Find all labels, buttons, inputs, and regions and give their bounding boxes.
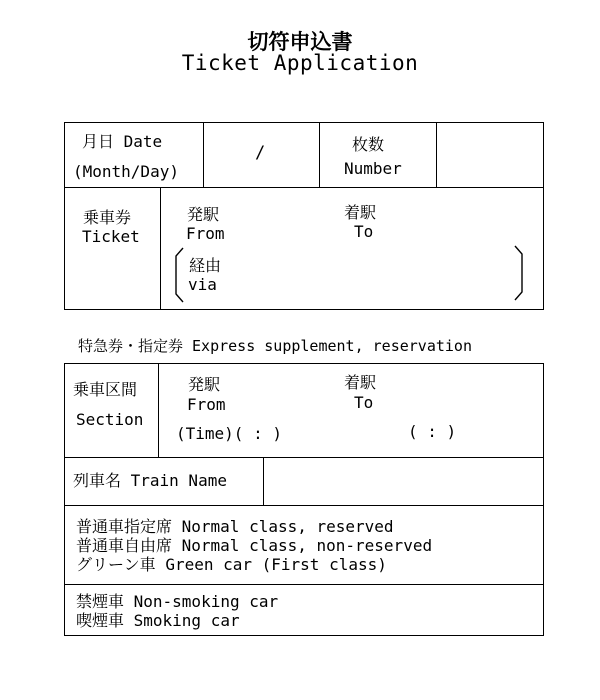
train-name-label: 列車名 Train Name (73, 471, 227, 490)
number-cell-divider (436, 122, 437, 188)
date-label: 月日 Date (82, 132, 163, 151)
ticket-to-label-jp: 着駅 (344, 203, 377, 222)
form-title-japanese: 切符申込書 (247, 30, 353, 54)
section-label-jp: 乗車区間 (73, 380, 138, 399)
train-name-divider (263, 457, 264, 506)
section-label-divider (158, 363, 159, 458)
ticket-label-en: Ticket (82, 227, 140, 246)
via-label-en[interactable]: via (188, 275, 217, 294)
via-right-bracket (512, 244, 528, 302)
express-from-label-en[interactable]: From (187, 395, 226, 414)
via-label-jp: 経由 (189, 256, 222, 275)
smoking-option-non-smoking[interactable]: 禁煙車 Non-smoking car (76, 592, 279, 611)
ticket-to-label-en[interactable]: To (354, 222, 374, 241)
express-to-label-en[interactable]: To (354, 393, 374, 412)
date-cell-divider (203, 122, 204, 188)
train-name-row-divider (64, 505, 544, 506)
number-label-en: Number (344, 159, 402, 178)
class-option-normal-reserved[interactable]: 普通車指定席 Normal class, reserved (76, 517, 394, 536)
smoking-option-smoking[interactable]: 喫煙車 Smoking car (76, 611, 240, 630)
ticket-from-label-jp: 発駅 (187, 205, 220, 224)
train-name-input[interactable] (265, 459, 542, 504)
number-label-jp: 枚数 (352, 135, 385, 154)
express-from-label-jp: 発駅 (188, 375, 221, 394)
express-to-label-jp: 着駅 (344, 373, 377, 392)
class-row-divider (64, 584, 544, 585)
ticket-label-jp: 乗車券 (83, 208, 132, 227)
date-input[interactable]: / (255, 143, 266, 163)
section-row-divider (64, 457, 544, 458)
via-left-bracket (170, 246, 186, 304)
ticket-from-label-en[interactable]: From (186, 224, 225, 243)
date-label-sub: (Month/Day) (73, 162, 179, 181)
section-label-en: Section (76, 410, 144, 429)
express-caption: 特急券・指定券 Express supplement, reservation (78, 337, 472, 355)
class-option-normal-non-reserved[interactable]: 普通車自由席 Normal class, non-reserved (76, 536, 433, 555)
arrival-time-field[interactable]: ( : ) (408, 422, 457, 441)
class-option-green-car[interactable]: グリーン車 Green car (First class) (76, 555, 387, 574)
ticket-label-divider (160, 187, 161, 310)
form-title-english: Ticket Application (181, 51, 419, 75)
slash-cell-divider (319, 122, 320, 188)
ticket-box-divider (64, 187, 544, 188)
number-input[interactable] (438, 124, 542, 186)
departure-time-field[interactable]: (Time)( : ) (176, 424, 282, 443)
